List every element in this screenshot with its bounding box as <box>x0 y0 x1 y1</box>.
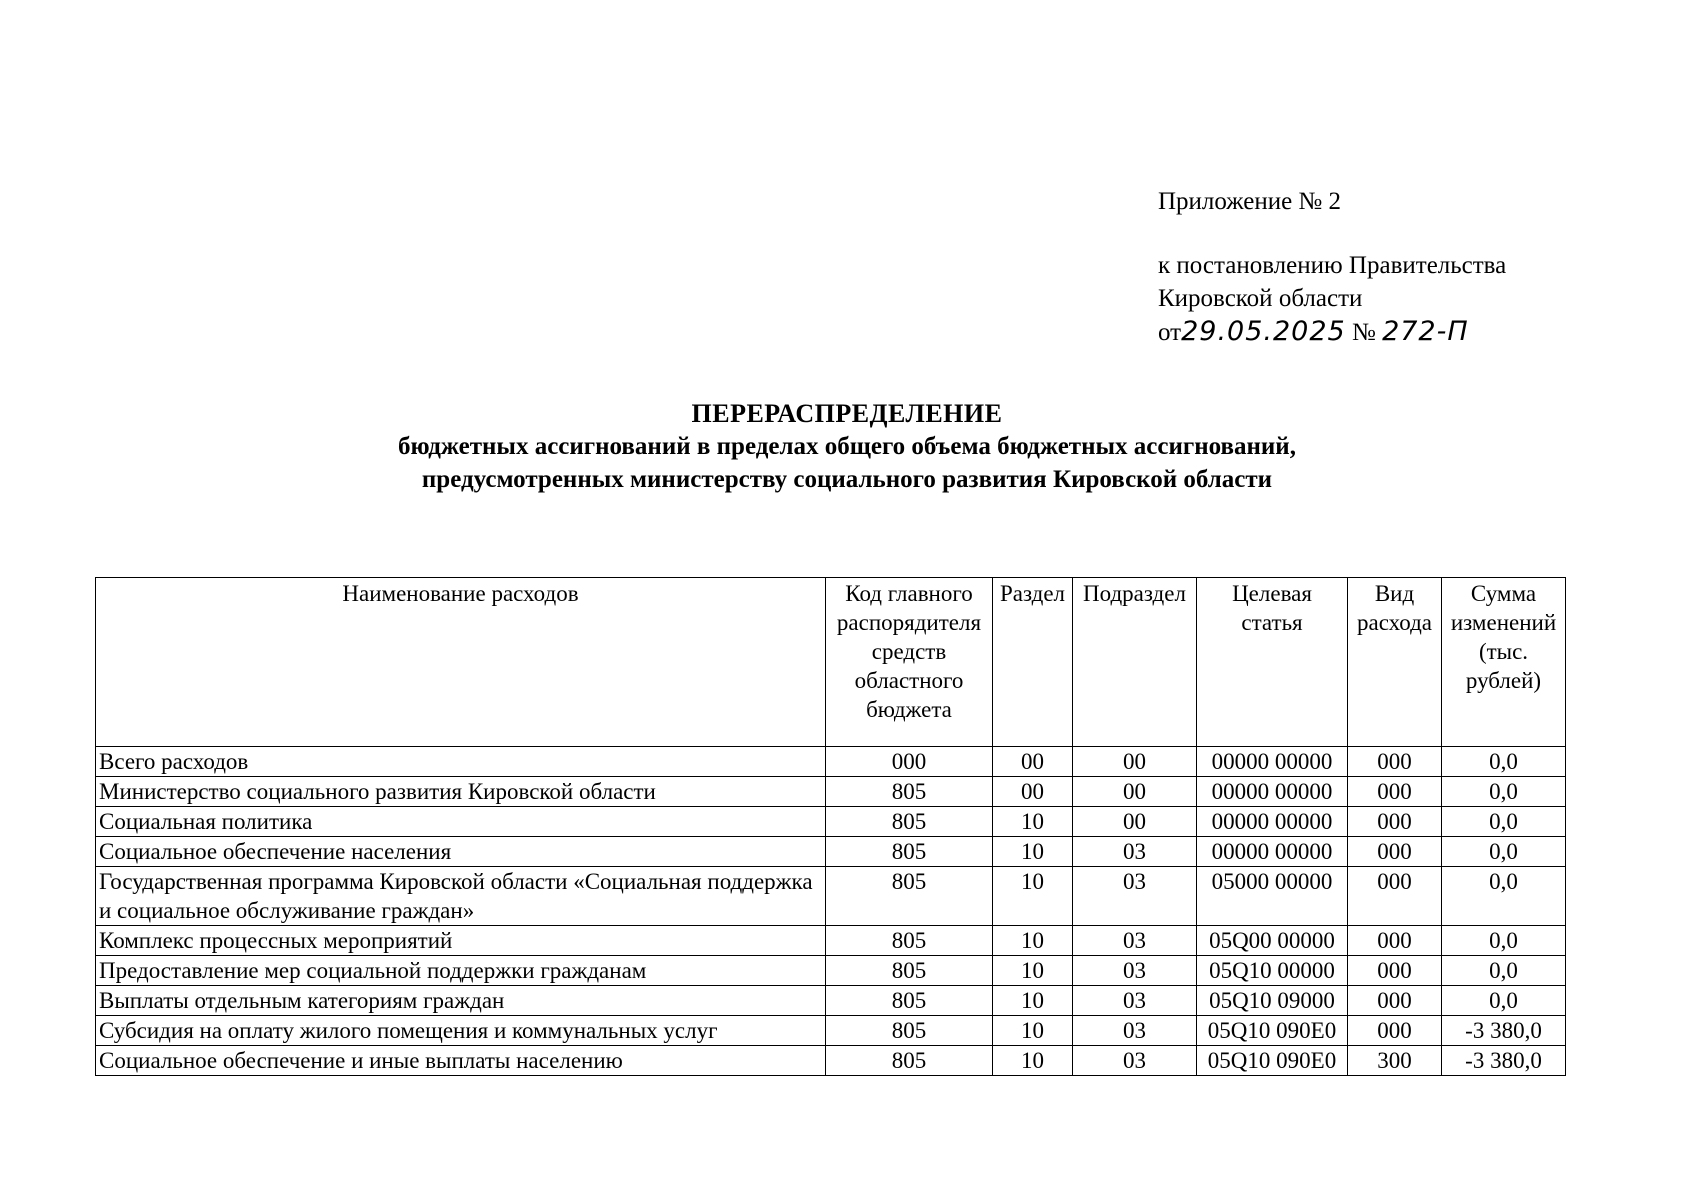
cell-target-article: 05Q10 090E0 <box>1197 1016 1348 1046</box>
cell-razdel: 10 <box>993 1046 1073 1076</box>
table-row <box>96 867 1566 926</box>
cell-sum: 0,0 <box>1442 777 1566 807</box>
table-row <box>96 956 1566 986</box>
cell-gr: 805 <box>826 837 993 867</box>
cell-target-article: 05Q10 090E0 <box>1197 1046 1348 1076</box>
cell-gr: 000 <box>826 747 993 777</box>
handwritten-date: 29.05.2025 <box>1181 316 1346 347</box>
document-title: ПЕРЕРАСПРЕДЕЛЕНИЕ <box>691 399 1003 428</box>
cell-expense-type: 000 <box>1348 867 1442 926</box>
cell-podrazdel: 03 <box>1073 956 1197 986</box>
cell-podrazdel: 03 <box>1073 986 1197 1016</box>
cell-gr: 805 <box>826 807 993 837</box>
cell-target-article: 00000 00000 <box>1197 807 1348 837</box>
cell-name: Министерство социального развития Кировской области <box>96 777 826 807</box>
header-expense-name: Наименование расходов <box>96 578 826 747</box>
annex-line-resolution: к постановлению Правительства <box>1158 252 1507 279</box>
cell-expense-type: 000 <box>1348 837 1442 867</box>
cell-name: Субсидия на оплату жилого помещения и коммунальных услуг <box>96 1016 826 1046</box>
cell-name: Выплаты отдельным категориям граждан <box>96 986 826 1016</box>
cell-gr: 805 <box>826 1046 993 1076</box>
cell-sum: 0,0 <box>1442 926 1566 956</box>
cell-gr: 805 <box>826 1016 993 1046</box>
cell-podrazdel: 00 <box>1073 777 1197 807</box>
cell-podrazdel: 03 <box>1073 926 1197 956</box>
header-target-article: Целевая статья <box>1197 578 1348 747</box>
cell-name: Предоставление мер социальной поддержки гражданам <box>96 956 826 986</box>
cell-name: Социальное обеспечение и иные выплаты населению <box>96 1046 826 1076</box>
cell-target-article: 05000 00000 <box>1197 867 1348 926</box>
cell-razdel: 10 <box>993 867 1073 926</box>
table-row <box>96 986 1566 1016</box>
cell-expense-type: 000 <box>1348 777 1442 807</box>
cell-podrazdel: 03 <box>1073 837 1197 867</box>
cell-expense-type: 000 <box>1348 926 1442 956</box>
cell-podrazdel: 00 <box>1073 747 1197 777</box>
from-prefix: от <box>1158 319 1182 346</box>
number-prefix: № <box>1351 319 1376 346</box>
cell-expense-type: 000 <box>1348 807 1442 837</box>
table-row <box>96 837 1566 867</box>
cell-target-article: 05Q10 00000 <box>1197 956 1348 986</box>
cell-sum: 0,0 <box>1442 956 1566 986</box>
cell-sum: 0,0 <box>1442 986 1566 1016</box>
table-row <box>96 1016 1566 1046</box>
cell-expense-type: 300 <box>1348 1046 1442 1076</box>
cell-name: Комплекс процессных мероприятий <box>96 926 826 956</box>
handwritten-doc-number: 272-П <box>1382 316 1469 347</box>
cell-podrazdel: 03 <box>1073 867 1197 926</box>
cell-gr: 805 <box>826 867 993 926</box>
cell-razdel: 10 <box>993 837 1073 867</box>
cell-podrazdel: 00 <box>1073 807 1197 837</box>
cell-gr: 805 <box>826 986 993 1016</box>
cell-sum: -3 380,0 <box>1442 1016 1566 1046</box>
cell-razdel: 10 <box>993 926 1073 956</box>
cell-name: Всего расходов <box>96 747 826 777</box>
annex-line-region: Кировской области <box>1158 285 1363 312</box>
cell-expense-type: 000 <box>1348 956 1442 986</box>
table-row <box>96 747 1566 777</box>
table-row <box>96 1046 1566 1076</box>
cell-sum: -3 380,0 <box>1442 1046 1566 1076</box>
header-change-sum: Сумма изменений (тыс. рублей) <box>1442 578 1566 747</box>
cell-expense-type: 000 <box>1348 747 1442 777</box>
cell-sum: 0,0 <box>1442 807 1566 837</box>
cell-razdel: 10 <box>993 956 1073 986</box>
cell-target-article: 05Q10 09000 <box>1197 986 1348 1016</box>
cell-gr: 805 <box>826 777 993 807</box>
cell-name: Государственная программа Кировской области «Социальная поддержка и социальное обслуживание граждан» <box>96 867 826 926</box>
cell-name: Социальная политика <box>96 807 826 837</box>
redistribution-table <box>95 577 1566 1076</box>
document-subtitle-line-2: предусмотренных министерству социального развития Кировской области <box>421 466 1273 493</box>
cell-sum: 0,0 <box>1442 837 1566 867</box>
cell-target-article: 00000 00000 <box>1197 837 1348 867</box>
cell-expense-type: 000 <box>1348 1016 1442 1046</box>
cell-podrazdel: 03 <box>1073 1016 1197 1046</box>
table-row <box>96 807 1566 837</box>
document-title-block <box>0 397 1694 496</box>
cell-name: Социальное обеспечение населения <box>96 837 826 867</box>
header-gr-code: Код главного распорядителя средств областного бюджета <box>826 578 993 747</box>
cell-sum: 0,0 <box>1442 747 1566 777</box>
table-row <box>96 926 1566 956</box>
header-expense-type: Вид расхода <box>1348 578 1442 747</box>
annex-number: Приложение № 2 <box>1158 188 1342 215</box>
header-podrazdel: Подраздел <box>1073 578 1197 747</box>
cell-target-article: 05Q00 00000 <box>1197 926 1348 956</box>
document-subtitle-line-1: бюджетных ассигнований в пределах общего объема бюджетных ассигнований, <box>398 433 1296 460</box>
cell-sum: 0,0 <box>1442 867 1566 926</box>
cell-target-article: 00000 00000 <box>1197 777 1348 807</box>
cell-gr: 805 <box>826 956 993 986</box>
table-header-row <box>96 578 1566 747</box>
header-razdel: Раздел <box>993 578 1073 747</box>
cell-target-article: 00000 00000 <box>1197 747 1348 777</box>
cell-razdel: 00 <box>993 747 1073 777</box>
cell-expense-type: 000 <box>1348 986 1442 1016</box>
table-row <box>96 777 1566 807</box>
annex-block <box>1158 185 1658 349</box>
cell-razdel: 00 <box>993 777 1073 807</box>
cell-razdel: 10 <box>993 1016 1073 1046</box>
cell-razdel: 10 <box>993 986 1073 1016</box>
cell-gr: 805 <box>826 926 993 956</box>
cell-razdel: 10 <box>993 807 1073 837</box>
cell-podrazdel: 03 <box>1073 1046 1197 1076</box>
annex-date-line <box>1158 315 1658 349</box>
